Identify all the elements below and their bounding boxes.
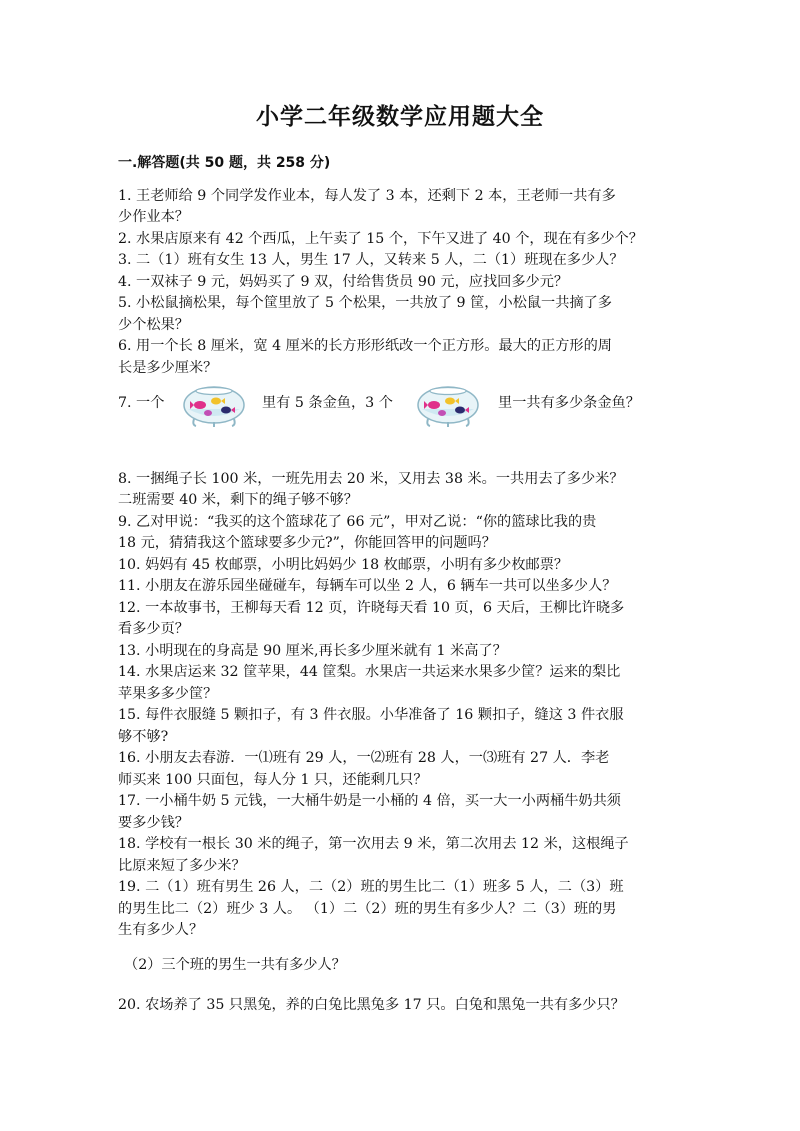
question-line: 16. 小朋友去春游．一⑴班有 29 人，一⑵班有 28 人，一⑶班有 27 人．李老 <box>118 750 610 766</box>
question-line: 2. 水果店原来有 42 个西瓜，上午卖了 15 个，下午又进了 40 个，现在有多少个？ <box>118 231 643 247</box>
section-heading: 一.解答题(共 50 题，共 258 分) <box>118 155 331 171</box>
question-line: 长是多少厘米？ <box>118 360 218 376</box>
question-line: 要多少钱？ <box>118 815 189 831</box>
question-line: 12. 一本故事书，王柳每天看 12 页，许晓每天看 10 页，6 天后，王柳比许晓多 <box>118 600 625 616</box>
question-line: 14. 水果店运来 32 筐苹果，44 筐梨。水果店一共运来水果多少筐？运来的梨比 <box>118 664 621 680</box>
question-line: 5. 小松鼠摘松果，每个筐里放了 5 个松果，一共放了 9 筐，小松鼠一共摘了多 <box>118 295 612 311</box>
question-line: 18. 学校有一根长 30 米的绳子，第一次用去 9 米，第二次用去 12 米，这根绳子 <box>118 836 629 852</box>
question-line: 苹果多多少筐？ <box>118 686 218 702</box>
question-line: 4. 一双袜子 9 元，妈妈买了 9 双，付给售货员 90 元，应找回多少元？ <box>118 274 569 290</box>
question-line: 6. 用一个长 8 厘米，宽 4 厘米的长方形形纸改一个正方形。最大的正方形的周 <box>118 338 612 354</box>
question-line: 少个松果？ <box>118 317 189 333</box>
fishbowl-icon <box>414 383 482 429</box>
question-line: 看多少页？ <box>118 621 189 637</box>
question-line: 师买来 100 只面包，每人分 1 只，还能剩几只？ <box>118 772 428 788</box>
question-line: 1. 王老师给 9 个同学发作业本，每人发了 3 本，还剩下 2 本，王老师一共有多 <box>118 188 616 204</box>
question-line: 10. 妈妈有 45 枚邮票，小明比妈妈少 18 枚邮票，小明有多少枚邮票？ <box>118 557 569 573</box>
question-line: 够不够? <box>118 729 169 745</box>
question-line: （2）三个班的男生一共有多少人？ <box>124 957 346 973</box>
question-line: 11. 小朋友在游乐园坐碰碰车，每辆车可以坐 2 人，6 辆车一共可以坐多少人？ <box>118 578 617 594</box>
question-7-part2: 里有 5 条金鱼，3 个 <box>262 395 393 411</box>
question-line: 3. 二（1）班有女生 13 人，男生 17 人，又转来 5 人，二（1）班现在多少人？ <box>118 252 624 268</box>
fishbowl-icon <box>180 383 248 429</box>
question-line: 20. 农场养了 35 只黑兔，养的白兔比黑兔多 17 只。白兔和黑兔一共有多少只？ <box>118 997 625 1013</box>
question-line: 比原来短了多少米？ <box>118 858 246 874</box>
question-line: 18 元，猜猜我这个篮球要多少元?”，你能回答甲的问题吗？ <box>118 535 496 551</box>
question-line: 15. 每件衣服缝 5 颗扣子，有 3 件衣服。小华准备了 16 颗扣子，缝这 3 件衣服 <box>118 707 624 723</box>
question-line: 二班需要 40 米，剩下的绳子够不够？ <box>118 492 358 508</box>
question-line: 生有多少人？ <box>118 922 204 938</box>
question-line: 19. 二（1）班有男生 26 人，二（2）班的男生比二（1）班多 5 人，二（3）班 <box>118 879 624 895</box>
question-line: 少作业本？ <box>118 209 189 225</box>
question-line: 13. 小明现在的身高是 90 厘米,再长多少厘米就有 1 米高了？ <box>118 643 507 659</box>
question-7-part3: 里一共有多少条金鱼？ <box>498 395 640 411</box>
question-line: 9. 乙对甲说：“我买的这个篮球花了 66 元”，甲对乙说：“你的篮球比我的贵 <box>118 514 597 530</box>
question-7-part1: 7. 一个 <box>118 395 165 411</box>
question-line: 8. 一捆绳子长 100 米，一班先用去 20 米，又用去 38 米。一共用去了多少米？ <box>118 471 624 487</box>
question-line: 的男生比二（2）班少 3 人。 （1）二（2）班的男生有多少人？二（3）班的男 <box>118 901 617 917</box>
question-line: 17. 一小桶牛奶 5 元钱，一大桶牛奶是一小桶的 4 倍，买一大一小两桶牛奶共须 <box>118 793 621 809</box>
page-title: 小学二年级数学应用题大全 <box>256 104 544 130</box>
